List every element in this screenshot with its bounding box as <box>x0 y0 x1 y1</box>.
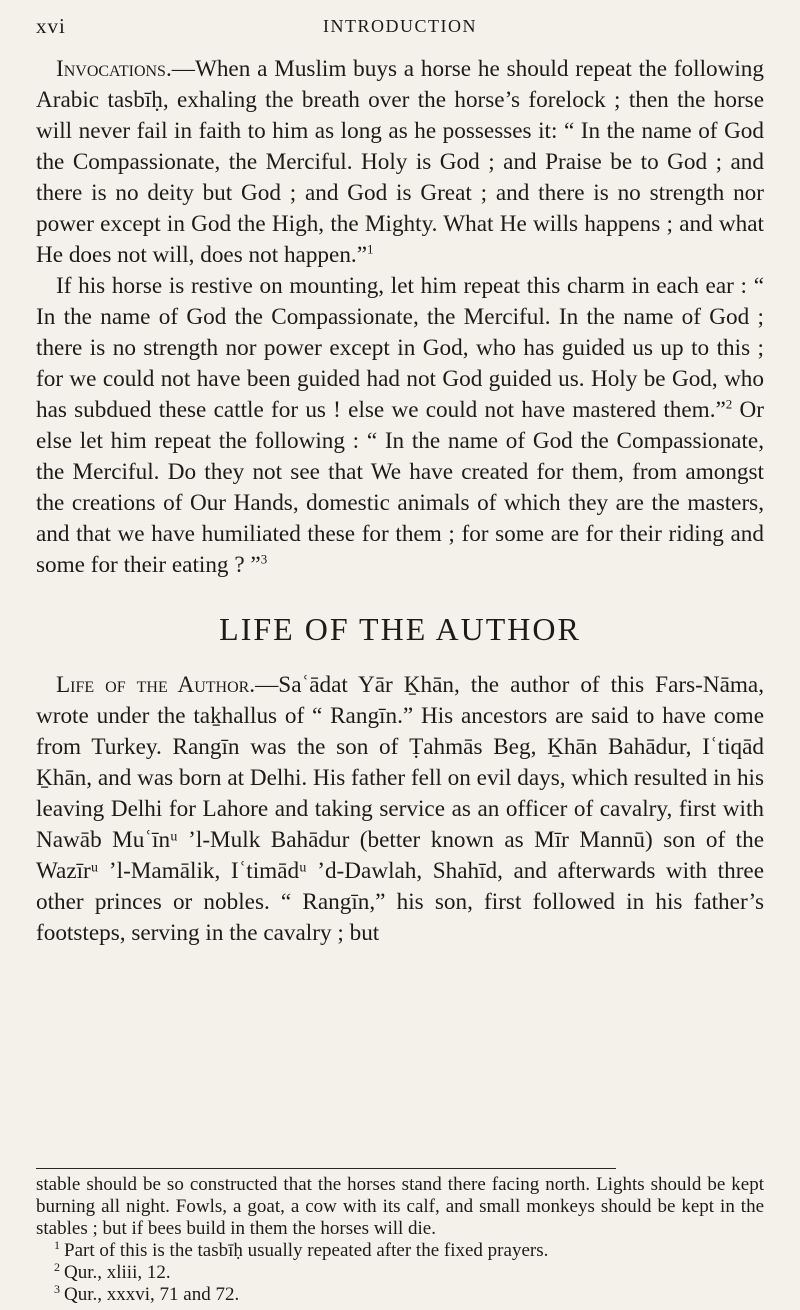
footnote-mark-2: 2 <box>54 1259 60 1274</box>
invocations-paragraph-1 <box>36 54 764 271</box>
footnote-continuation: stable should be so constructed that the horses stand there facing north. Lights should be kept burning all night. Fowls, a goat, a cow with its calf, and small monkeys should be kept in the stables ; but if bees build in them the horses will die. <box>36 1174 764 1239</box>
invocations-lead: Invocations. <box>56 56 172 82</box>
section-heading: LIFE OF THE AUTHOR <box>219 611 581 647</box>
life-lead: Life of the Author. <box>56 672 256 698</box>
page-header <box>36 14 764 42</box>
running-head: INTRODUCTION <box>323 16 477 36</box>
footnote-text-1: Part of this is the tasbīḥ usually repeated after the fixed prayers. <box>64 1240 549 1261</box>
footnotes <box>36 1174 764 1306</box>
footnote-rule <box>36 1168 616 1169</box>
footnote-text-2: Qur., xliii, 12. <box>64 1262 171 1283</box>
invocations-text-2a: If his horse is restive on mounting, let him repeat this charm in each ear : “ In the name of God the Compassionate, the Merciful. In the name of God ; there is no strength nor power except in God, who has guided us up to this ; for we could not have been guided had not God guided us. Holy be God, who has subdued these cattle for us ! else we could not have mastered them.” <box>36 273 764 423</box>
invocations-text-1: —When a Muslim buys a horse he should repeat the following Arabic tasbīḥ, exhaling the breath over the horse’s forelock ; then the horse will never fail in faith to him as long as he possesses it: “ In the name of God the Compassionate, the Merciful. Holy is God ; and Praise be to God ; and there is no deity but God ; and God is Great ; and there is no strength nor power except in God the High, the Mighty. What He wills happens ; and what He does not will, does not happen.” <box>36 56 764 268</box>
page-number: xvi <box>36 14 66 38</box>
body-text <box>36 54 764 949</box>
life-text: —Saʿādat Yār Ḵhān, the author of this Fars-Nāma, wrote under the taḵhallus of “ Rangīn.” His ancestors are said to have come from Turkey. Rangīn was the son of Ṭahmās Beg, Ḵhān Bahādur, Iʿtiqād Ḵhān, and was born at Delhi. His father fell on evil days, which resulted in his leaving Delhi for Lahore and taking service as an officer of cavalry, first with Nawāb Muʿīnᵘ ’l-Mulk Bahādur (better known as Mīr Mannū) son of the Wazīrᵘ ’l-Mamālik, Iʿtimādᵘ ’d-Dawlah, Shahīd, and afterwards with three other princes or nobles. “ Rangīn,” his son, first followed in his father’s footsteps, serving in the cavalry ; but <box>36 672 764 946</box>
invocations-paragraph-2 <box>36 271 764 581</box>
footnote-ref-1[interactable]: 1 <box>367 241 374 257</box>
footnote-mark-1: 1 <box>54 1237 60 1252</box>
footnote-3 <box>36 1281 764 1306</box>
life-paragraph <box>36 670 764 949</box>
footnote-mark-3: 3 <box>54 1281 60 1296</box>
footnote-ref-3[interactable]: 3 <box>260 551 268 567</box>
invocations-text-2b: Or else let him repeat the following : “ In the name of God the Compassionate, the Merciful. Do they not see that We have created for them, from amongst the creations of Our Hands, domestic animals of which they are the masters, and that we have humiliated these for them ; for some are for their riding and some for their eating ? ” <box>36 397 765 578</box>
footnote-1 <box>36 1237 764 1262</box>
footnote-text-3: Qur., xxxvi, 71 and 72. <box>64 1284 240 1305</box>
footnote-2 <box>36 1259 764 1284</box>
footnote-ref-2[interactable]: 2 <box>725 396 733 412</box>
